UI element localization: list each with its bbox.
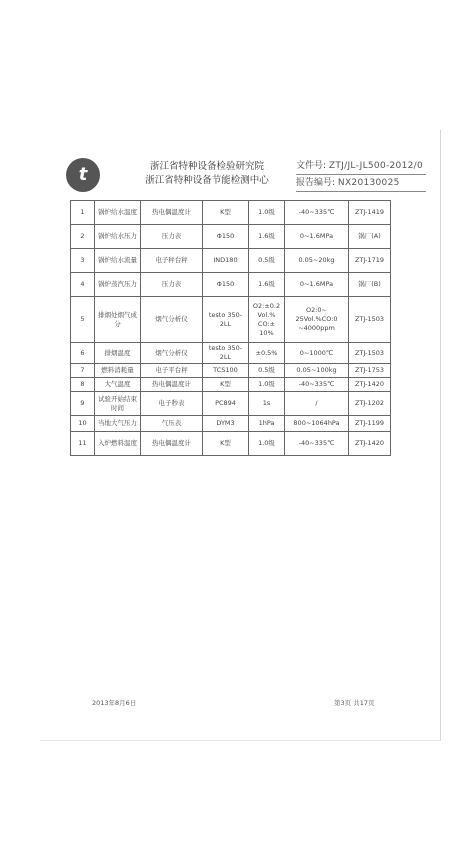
table-row — [71, 273, 391, 297]
cell-no: 3 — [71, 249, 95, 273]
cell-range: 0~1.6MPa — [285, 225, 349, 249]
doc-number-line — [296, 158, 426, 175]
cell-no: 10 — [71, 416, 95, 432]
cell-accuracy: 1s — [249, 392, 285, 416]
cell-accuracy: 1.0级 — [249, 201, 285, 225]
cell-instrument: 电子秤台秤 — [141, 249, 203, 273]
cell-no: 11 — [71, 432, 95, 456]
organization-name — [142, 160, 272, 188]
cell-range: 0~1.6MPa — [285, 273, 349, 297]
cell-no: 4 — [71, 273, 95, 297]
cell-range: -40~335℃ — [285, 201, 349, 225]
cell-model: K型 — [203, 201, 249, 225]
document-header — [66, 158, 422, 194]
cell-name: 锅炉给水流量 — [95, 249, 141, 273]
cell-name: 大气温度 — [95, 378, 141, 392]
cell-model: PC894 — [203, 392, 249, 416]
cell-range: 0~1000℃ — [285, 343, 349, 364]
cell-model: DYM3 — [203, 416, 249, 432]
cell-code: ZTJ-1503 — [349, 343, 391, 364]
institute-logo: t — [66, 158, 100, 192]
cell-model: TCS100 — [203, 364, 249, 378]
org-name-line2: 浙江省特种设备节能检测中心 — [145, 175, 269, 186]
cell-accuracy: 0.5级 — [249, 364, 285, 378]
cell-instrument: 压力表 — [141, 225, 203, 249]
cell-model: K型 — [203, 378, 249, 392]
cell-name: 入炉燃料温度 — [95, 432, 141, 456]
cell-accuracy: 1hPa — [249, 416, 285, 432]
cell-name: 试验开始结束时间 — [95, 392, 141, 416]
cell-no: 2 — [71, 225, 95, 249]
cell-no: 9 — [71, 392, 95, 416]
cell-name: 排烟温度 — [95, 343, 141, 364]
table-row — [71, 432, 391, 456]
cell-instrument: 电子秒表 — [141, 392, 203, 416]
cell-instrument: 压力表 — [141, 273, 203, 297]
cell-range: -40~335℃ — [285, 432, 349, 456]
table-row — [71, 343, 391, 364]
table-row — [71, 225, 391, 249]
cell-name: 燃料消耗量 — [95, 364, 141, 378]
cell-instrument: 热电偶温度计 — [141, 201, 203, 225]
cell-name: 锅炉给水压力 — [95, 225, 141, 249]
cell-name: 锅炉蒸汽压力 — [95, 273, 141, 297]
cell-model: testo 350-2LL — [203, 343, 249, 364]
doc-number-value: ZTJ/JL-JL500-2012/0 — [328, 161, 423, 171]
cell-range: 0.05~20kg — [285, 249, 349, 273]
cell-no: 5 — [71, 297, 95, 343]
footer-date: 2013年8月6日 — [92, 699, 137, 707]
cell-accuracy: O2:±0.2 Vol.% CO:± 10% — [249, 297, 285, 343]
cell-code: 锅厂(A) — [349, 225, 391, 249]
cell-range: 0.05~100kg — [285, 364, 349, 378]
cell-instrument: 气压表 — [141, 416, 203, 432]
cell-instrument: 电子平台秤 — [141, 364, 203, 378]
cell-code: ZTJ-1719 — [349, 249, 391, 273]
cell-accuracy: 1.6级 — [249, 273, 285, 297]
cell-model: K型 — [203, 432, 249, 456]
cell-code: ZTJ-1420 — [349, 432, 391, 456]
cell-model: Φ150 — [203, 225, 249, 249]
report-number-label: 报告编号: — [296, 178, 336, 188]
report-number-value: NX20130025 — [337, 178, 400, 188]
cell-model: IND180 — [203, 249, 249, 273]
table-row — [71, 364, 391, 378]
cell-instrument: 烟气分析仪 — [141, 297, 203, 343]
cell-range: / — [285, 392, 349, 416]
doc-number-label: 文件号: — [296, 161, 327, 171]
cell-name: 排烟处烟气成分 — [95, 297, 141, 343]
report-number-line — [296, 175, 426, 192]
cell-accuracy: 1.6级 — [249, 225, 285, 249]
instrument-table — [70, 200, 391, 456]
table-row — [71, 416, 391, 432]
cell-code: ZTJ-1202 — [349, 392, 391, 416]
cell-instrument: 烟气分析仪 — [141, 343, 203, 364]
cell-code: ZTJ-1199 — [349, 416, 391, 432]
cell-code: ZTJ-1419 — [349, 201, 391, 225]
cell-range: 800~1064hPa — [285, 416, 349, 432]
cell-code: ZTJ-1753 — [349, 364, 391, 378]
cell-name: 当地大气压力 — [95, 416, 141, 432]
cell-no: 6 — [71, 343, 95, 364]
cell-code: ZTJ-1503 — [349, 297, 391, 343]
cell-accuracy: 0.5级 — [249, 249, 285, 273]
cell-instrument: 热电偶温度计 — [141, 432, 203, 456]
cell-accuracy: ±0.5% — [249, 343, 285, 364]
footer-page-number: 第3页 共17页 — [334, 699, 375, 707]
cell-accuracy: 1.0级 — [249, 432, 285, 456]
cell-no: 7 — [71, 364, 95, 378]
table-row — [71, 297, 391, 343]
table-row — [71, 392, 391, 416]
cell-model: Φ150 — [203, 273, 249, 297]
cell-no: 8 — [71, 378, 95, 392]
table-row — [71, 201, 391, 225]
document-info — [296, 158, 426, 192]
org-name-line1: 浙江省特种设备检验研究院 — [149, 161, 264, 172]
table-row — [71, 249, 391, 273]
table-row — [71, 378, 391, 392]
cell-instrument: 热电偶温度计 — [141, 378, 203, 392]
cell-name: 锅炉给水温度 — [95, 201, 141, 225]
cell-model: testo 350-2LL — [203, 297, 249, 343]
cell-code: ZTJ-1420 — [349, 378, 391, 392]
cell-no: 1 — [71, 201, 95, 225]
cell-code: 锅厂(B) — [349, 273, 391, 297]
cell-range: O2:0~ 25Vol.%CO:0 ~4000ppm — [285, 297, 349, 343]
cell-accuracy: 1.0级 — [249, 378, 285, 392]
cell-range: -40~335℃ — [285, 378, 349, 392]
